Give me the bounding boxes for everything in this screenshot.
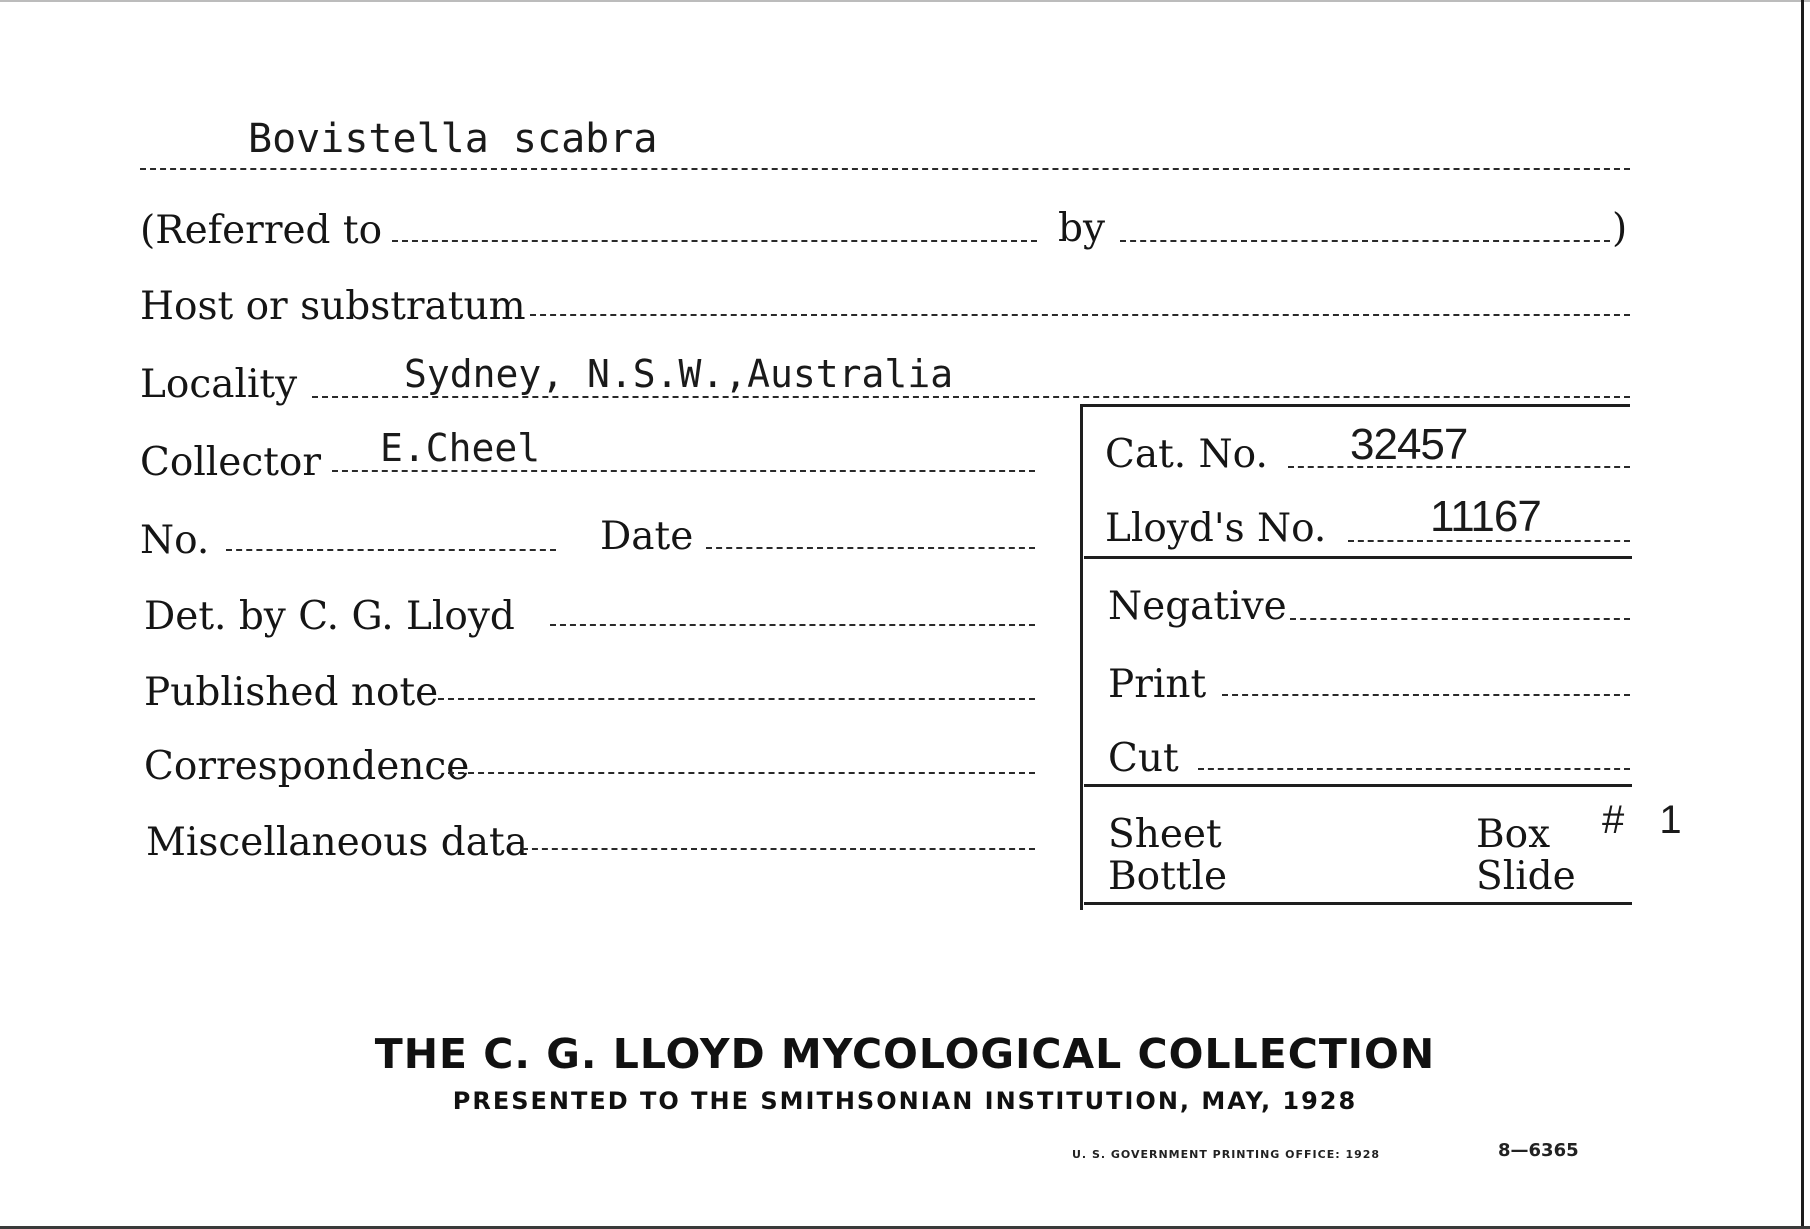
species-name: Bovistella scabra (248, 116, 658, 162)
by-label: by (1058, 206, 1105, 251)
correspondence-label: Correspondence (144, 744, 470, 789)
box-top-rule (1080, 404, 1630, 407)
collection-title: THE C. G. LLOYD MYCOLOGICAL COLLECTION (374, 1030, 1436, 1078)
cut-line (1198, 768, 1630, 770)
correspondence-line (448, 772, 1035, 774)
collection-subtitle: PRESENTED TO THE SMITHSONIAN INSTITUTION, MAY, 1928 (452, 1087, 1358, 1115)
lloyds-no-value: 11167 (1430, 492, 1541, 541)
date-line (706, 547, 1035, 549)
published-note-label: Published note (144, 670, 439, 715)
negative-line (1290, 618, 1630, 620)
referred-to-label: (Referred to (140, 208, 383, 253)
species-line (140, 168, 1630, 170)
no-line (226, 549, 556, 551)
host-label: Host or substratum (140, 284, 526, 329)
cat-no-label: Cat. No. (1105, 432, 1268, 477)
box-bottom-rule (1084, 902, 1632, 905)
host-line (530, 314, 1630, 316)
published-note-line (438, 698, 1035, 700)
bottle-label: Bottle (1108, 854, 1228, 899)
det-by-line (550, 624, 1035, 626)
sheet-label: Sheet (1108, 812, 1222, 857)
negative-label: Negative (1108, 584, 1287, 629)
date-label: Date (600, 514, 694, 559)
no-label: No. (140, 518, 210, 563)
cat-no-value: 32457 (1350, 420, 1468, 469)
box-lower-rule (1084, 784, 1632, 787)
collector-label: Collector (140, 440, 321, 485)
form-number: 8—6365 (1498, 1140, 1579, 1161)
misc-line (522, 848, 1035, 850)
box-left-rule (1080, 404, 1083, 910)
cut-label: Cut (1108, 736, 1179, 781)
box-mid-rule (1084, 556, 1632, 559)
close-paren: ) (1612, 206, 1628, 251)
collector-line (332, 470, 1035, 472)
misc-label: Miscellaneous data (146, 820, 528, 865)
box-label: Box (1476, 812, 1551, 857)
locality-line (312, 396, 1630, 398)
locality-value: Sydney, N.S.W.,Australia (404, 352, 954, 396)
box-number: # 1 (1602, 798, 1694, 842)
printing-office: U. S. GOVERNMENT PRINTING OFFICE: 1928 (1072, 1148, 1381, 1161)
print-line (1222, 694, 1630, 696)
det-by-label: Det. by C. G. Lloyd (144, 594, 515, 639)
slide-label: Slide (1476, 854, 1576, 899)
collector-value: E.Cheel (380, 426, 541, 470)
referred-to-line (392, 240, 1037, 242)
by-line (1120, 240, 1610, 242)
lloyds-no-label: Lloyd's No. (1105, 506, 1327, 551)
locality-label: Locality (140, 362, 298, 407)
card-top-edge (0, 0, 1810, 2)
print-label: Print (1108, 662, 1207, 707)
